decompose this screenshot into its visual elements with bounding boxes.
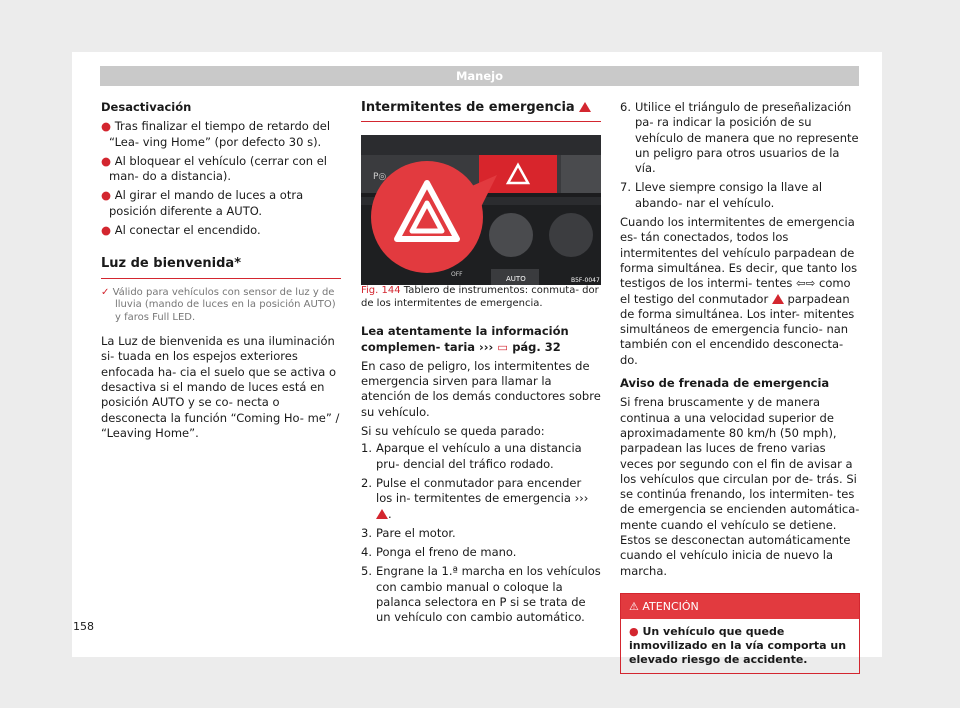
steps-list xyxy=(361,441,601,625)
steps-list xyxy=(620,100,860,211)
list-item: 2. Pulse el conmutador para encender los in- termitentes de emergencia ››› . xyxy=(361,475,589,521)
hazard-section-title: Intermitentes de emergencia xyxy=(361,100,601,122)
svg-text:P◎: P◎ xyxy=(373,172,387,183)
page-reference-link[interactable]: pág. 32 xyxy=(512,339,561,354)
figure-caption: Fig. 144 Tablero de instrumentos: conmuta- dor de los intermitentes de emergencia. xyxy=(361,285,599,309)
check-icon: ✓ xyxy=(101,286,110,298)
warning-triangle-icon xyxy=(376,509,388,519)
book-icon: ▭ xyxy=(497,339,509,354)
warning-triangle-icon xyxy=(579,102,591,112)
hazard-paragraph: En caso de peligro, los intermitentes de emergencia sirven para llamar la atención de los demás conductores sobre su vehículo. xyxy=(361,358,601,419)
list-item: 3. Pare el motor. xyxy=(361,525,456,540)
warning-box xyxy=(620,593,860,674)
warning-triangle-icon xyxy=(772,294,784,304)
warning-icon: ⚠ xyxy=(629,599,639,613)
list-item: ● Al conectar el encendido. xyxy=(101,223,261,238)
warning-header: ⚠ ATENCIÓN xyxy=(621,594,859,619)
column-3 xyxy=(620,100,860,674)
svg-text:AUTO: AUTO xyxy=(506,275,526,284)
hazard-paragraph: Cuando los intermitentes de emergencia es- tán conectados, todos los intermitentes del vehículo parpadean de forma simultánea. Es decir, que tanto los testigos de los intermi- tentes ⇦⇨ como el testigo del conmutador parpadean de forma simultánea. Los inter- mitentes simultáneos de emergencia funcio- nan también con el encendido desconecta- do. xyxy=(620,215,858,367)
list-item: 1. Aparque el vehículo a una distancia pru- dencial del tráfico rodado. xyxy=(361,441,582,471)
list-item: ● Tras finalizar el tiempo de retardo del “Lea- ving Home” (por defecto 30 s). xyxy=(101,119,331,149)
list-item: 4. Ponga el freno de mano. xyxy=(361,545,517,560)
warning-body: ● Un vehículo que quede inmovilizado en la vía comporta un elevado riesgo de accidente. xyxy=(629,625,847,667)
brake-warning-title: Aviso de frenada de emergencia xyxy=(620,376,830,391)
list-item: 7. Lleve siempre consigo la llave al abando- nar el vehículo. xyxy=(620,180,823,210)
list-item: 5. Engrane la 1.ª marcha en los vehículos con cambio manual o coloque la palanca selectora en P si se trata de un vehículo con cambio automático. xyxy=(361,564,601,625)
column-1 xyxy=(101,100,341,441)
welcome-light-title: Luz de bienvenida* xyxy=(101,256,341,278)
hazard-paragraph: Si su vehículo se queda parado: xyxy=(361,424,545,439)
deactivation-title: Desactivación xyxy=(101,100,192,114)
dashboard-figure xyxy=(361,135,601,285)
welcome-light-text: La Luz de bienvenida es una iluminación si- tuada en los espejos exteriores enfocada ha- cia el suelo que se activa o desactiva si el mando de luces está en posición AUTO y se co- necta o desconecta la función “Coming Ho- me” / “Leaving Home”. xyxy=(101,334,340,440)
svg-text:OFF: OFF xyxy=(451,271,463,279)
svg-text:B5F-0047: B5F-0047 xyxy=(571,277,600,285)
page-header: Manejo xyxy=(100,66,859,86)
column-2 xyxy=(361,100,601,626)
list-item: ● Al girar el mando de luces a otra posición diferente a AUTO. xyxy=(101,188,304,218)
validity-note: ✓ Válido para vehículos con sensor de luz y de lluvia (mando de luces en la posición AUTO) y faros Full LED. xyxy=(101,286,336,323)
list-item: ● Al bloquear el vehículo (cerrar con el man- do a distancia). xyxy=(101,153,327,184)
page-number: 158 xyxy=(73,620,94,633)
intro-reference: Lea atentamente la información complemen- taria ››› ▭ pág. 32 xyxy=(361,324,569,354)
list-item: 6. Utilice el triángulo de preseñalización pa- ra indicar la posición de su vehículo de manera que no represente un peligro para otros usuarios de la vía. xyxy=(620,100,859,176)
brake-warning-text: Si frena bruscamente y de manera continua a una velocidad superior de aproximadamente 80 km/h (50 mph), parpadean las luces de freno varias veces por segundo con el fin de avisar a los vehículos que circulan por de- trás. Si se continúa frenando, los intermiten- tes de emergencia se encienden automática- mente cuando el vehículo se detiene. Estos se desconectan automáticamente cuando el vehículo inicia de nuevo la marcha. xyxy=(620,395,860,578)
